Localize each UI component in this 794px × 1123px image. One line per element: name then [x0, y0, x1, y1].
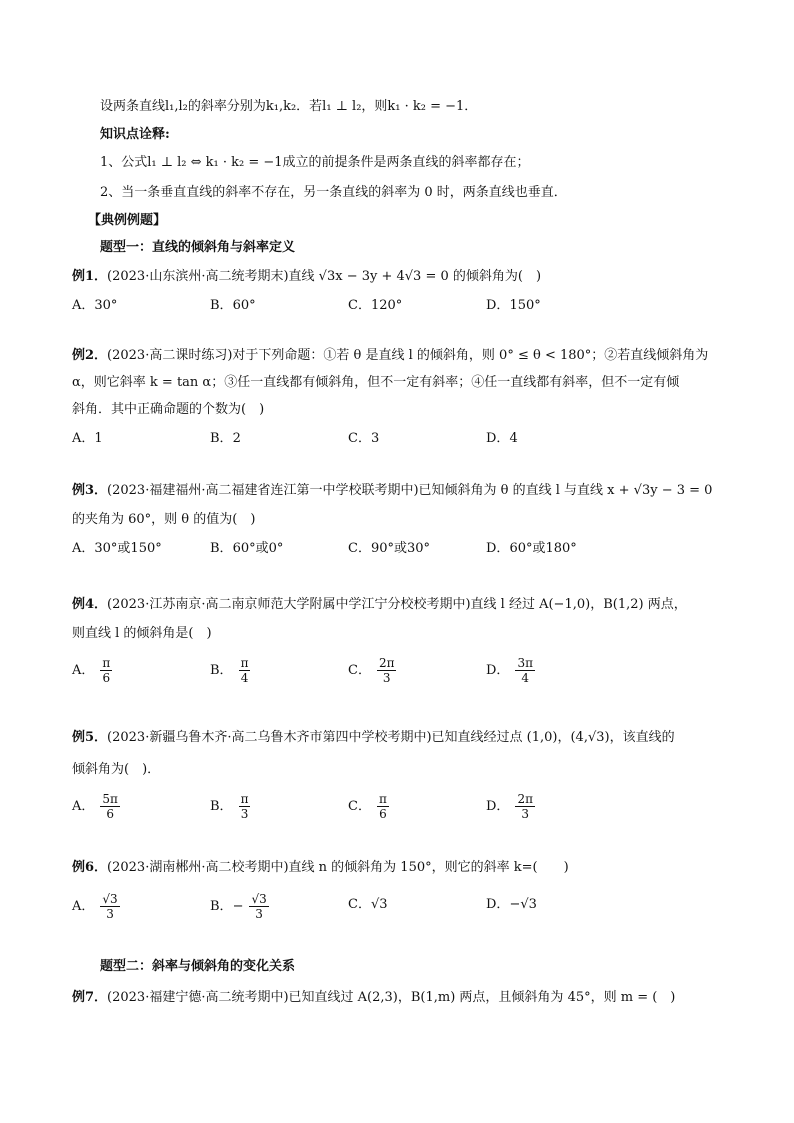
option-c: C．3 [348, 431, 380, 446]
example-5 [72, 728, 675, 748]
option-d: D． $\frac{3\pi}{4}$ [486, 656, 533, 685]
example-label: 例5． [72, 730, 108, 745]
option-a: A． $\frac{\pi}{6}$ [72, 656, 111, 685]
example-label: 例4． [72, 597, 108, 612]
example-text: (2023·湖南郴州·高二校考期中)直线 n 的倾斜角为 150°，则它的斜率 k=( ) [107, 860, 569, 875]
example-5-line-2: 倾斜角为( )． [72, 762, 161, 777]
option-c: C．120° [348, 298, 403, 313]
question-type-2: 题型二：斜率与倾斜角的变化关系 [100, 959, 296, 974]
option-c: C．√3 [348, 897, 388, 912]
example-7 [72, 988, 675, 1008]
option-a: A． $\frac{√3}{3}$ [72, 892, 118, 921]
option-b: B． $\frac{\pi}{4}$ [210, 656, 249, 685]
option-b: B． $\frac{\pi}{3}$ [210, 792, 249, 821]
option-d: D．−√3 [486, 897, 537, 912]
example-1 [72, 267, 541, 287]
option-b: B．60°或0° [210, 541, 284, 556]
option-d: D．60°或180° [486, 541, 577, 556]
example-label: 例7． [72, 990, 108, 1005]
example-text: (2023·山东滨州·高二统考期末)直线 √3x − 3y + 4√3 = 0 的倾斜角为( ) [107, 269, 542, 284]
example-text: (2023·江苏南京·高二南京师范大学附属中学江宁分校校考期中)直线 l 经过 A(−1,0)，B(1,2) 两点， [107, 597, 687, 612]
option-c: C． $\frac{\pi}{6}$ [348, 792, 387, 821]
question-type-1: 题型一：直线的倾斜角与斜率定义 [100, 240, 296, 255]
example-2 [72, 346, 708, 366]
example-text: (2023·高二课时练习)对于下列命题：①若 θ 是直线 l 的倾斜角，则 0° ≤ θ < 180°；②若直线倾斜角为 [107, 348, 709, 363]
example-label: 例1． [72, 269, 108, 284]
option-a: A．30°或150° [72, 541, 162, 556]
example-label: 例3． [72, 483, 108, 498]
example-label: 例2． [72, 348, 108, 363]
option-c: C． $\frac{2\pi}{3}$ [348, 656, 395, 685]
example-6 [72, 858, 569, 878]
example-text: (2023·福建福州·高二福建省连江第一中学校联考期中)已知倾斜角为 θ 的直线 l 与直线 x + √3y − 3 = 0 [107, 483, 713, 498]
example-text: (2023·福建宁德·高二统考期中)已知直线过 A(2,3)，B(1,m) 两点，且倾斜角为 45°，则 m = ( ) [107, 990, 676, 1005]
option-c: C．90°或30° [348, 541, 431, 556]
example-text: (2023·新疆乌鲁木齐·高二乌鲁木齐市第四中学校考期中)已知直线经过点 (1,0)，(4,√3)，该直线的 [107, 730, 675, 745]
example-2-line-2: α，则它斜率 k = tan α；③任一直线都有倾斜角，但不一定有斜率；④任一直线都有斜率，但不一定有倾 [72, 375, 680, 390]
knowledge-point-2: 2、当一条垂直直线的斜率不存在，另一条直线的斜率为 0 时，两条直线也垂直． [100, 185, 567, 200]
option-d: D．150° [486, 298, 541, 313]
option-b: B．60° [210, 298, 256, 313]
example-2-line-3: 斜角．其中正确命题的个数为( ) [72, 402, 265, 417]
knowledge-point-1: 1、公式l₁ ⊥ l₂ ⇔ k₁ · k₂ = −1成立的前提条件是两条直线的斜率都存在； [100, 155, 530, 170]
example-3 [72, 481, 712, 501]
example-3-line-2: 的夹角为 60°，则 θ 的值为( ) [72, 512, 256, 527]
example-4 [72, 595, 687, 615]
option-d: D． $\frac{2\pi}{3}$ [486, 792, 533, 821]
option-a: A．30° [72, 298, 118, 313]
option-d: D．4 [486, 431, 518, 446]
option-b: B．2 [210, 431, 241, 446]
option-a: A． $\frac{5\pi}{6}$ [72, 792, 118, 821]
section-heading: 【典例例题】 [88, 213, 167, 228]
option-a: A．1 [72, 431, 103, 446]
option-b: B．− $\frac{√3}{3}$ [210, 892, 267, 921]
perpendicular-rule: 设两条直线l₁,l₂的斜率分别为k₁,k₂．若l₁ ⊥ l₂，则k₁ · k₂ = −1． [100, 99, 478, 114]
example-4-line-2: 则直线 l 的倾斜角是( ) [72, 626, 212, 641]
example-label: 例6． [72, 860, 108, 875]
knowledge-heading: 知识点诠释: [100, 127, 170, 142]
